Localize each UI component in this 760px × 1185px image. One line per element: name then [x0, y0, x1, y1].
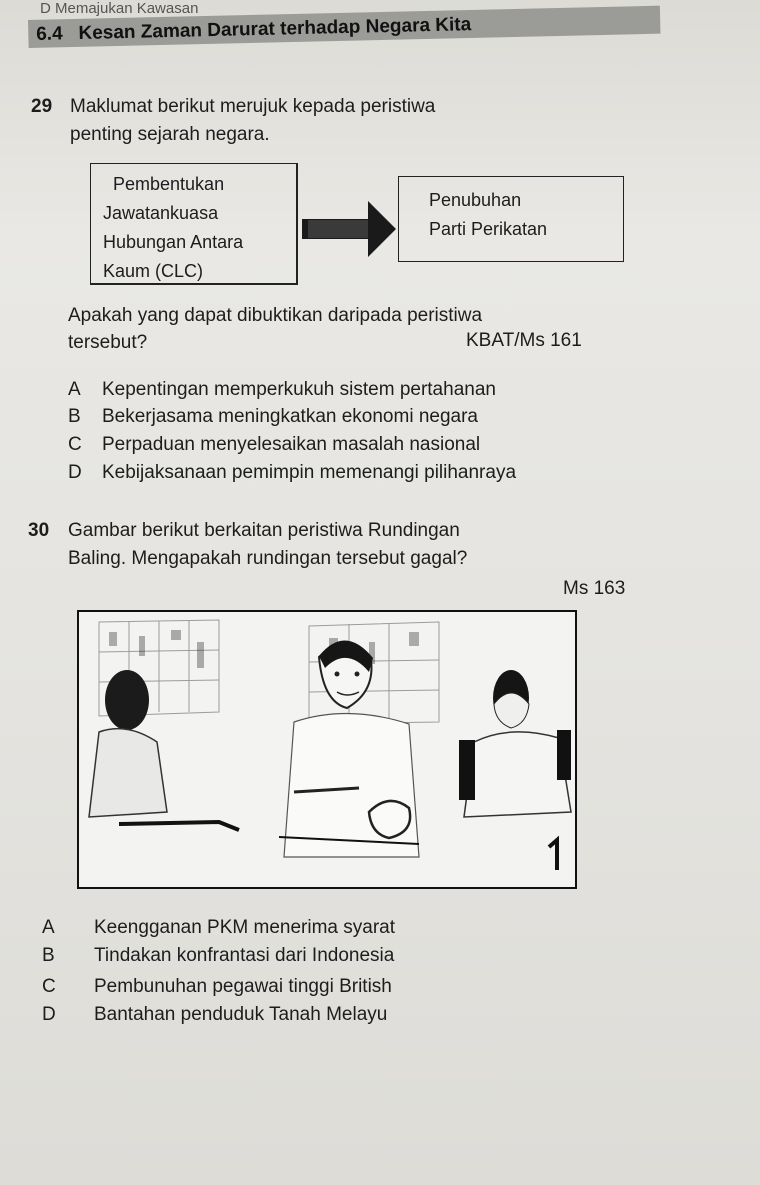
option-text: Pembunuhan pegawai tinggi British: [94, 976, 392, 997]
option-letter: C: [42, 976, 56, 997]
option-text: Bantahan penduduk Tanah Melayu: [94, 1004, 388, 1025]
photo-illustration: [79, 612, 575, 887]
arrow-right-icon: [302, 198, 402, 260]
box-right-line: Parti Perikatan: [429, 219, 548, 239]
q29-number: 29: [31, 96, 53, 117]
section-number: 6.4: [36, 23, 63, 45]
option-letter: C: [68, 434, 82, 455]
q29-option-c[interactable]: [68, 434, 480, 456]
q30-reference: Ms 163: [563, 578, 626, 599]
option-text: Kepentingan memperkukuh sistem pertahanan: [102, 379, 496, 400]
q30-option-c[interactable]: [42, 976, 392, 998]
box-left-line: Jawatankuasa: [103, 203, 219, 223]
option-text: Tindakan konfrantasi dari Indonesia: [94, 945, 395, 966]
option-letter: A: [68, 379, 81, 400]
q30-stem-line1: Gambar berikut berkaitan peristiwa Rundingan: [68, 520, 460, 541]
option-text: Keengganan PKM menerima syarat: [94, 917, 395, 938]
q29-option-d[interactable]: [68, 462, 516, 484]
box-right-line: Penubuhan: [429, 190, 522, 210]
option-letter: B: [68, 406, 81, 427]
box-left-line: Kaum (CLC): [103, 261, 204, 281]
q29-stem-line2: penting sejarah negara.: [70, 124, 270, 145]
q29-reference: KBAT/Ms 161: [466, 330, 582, 351]
baling-talks-photo: [77, 610, 577, 889]
option-text: Kebijaksanaan pemimpin memenangi pilihanraya: [102, 462, 517, 483]
previous-page-fragment: D Memajukan Kawasan: [40, 0, 199, 17]
q29-option-a[interactable]: [68, 379, 496, 401]
option-letter: A: [42, 917, 55, 938]
option-text: Perpaduan menyelesaikan masalah nasional: [102, 434, 481, 455]
box-left-line: Pembentukan: [113, 174, 225, 194]
q29-question-line1: Apakah yang dapat dibuktikan daripada peristiwa: [68, 305, 483, 326]
option-letter: D: [68, 462, 82, 483]
q30-number: 30: [28, 520, 50, 541]
box-left-line: Hubungan Antara: [103, 232, 244, 252]
q29-question-line2: tersebut?: [68, 332, 148, 353]
option-letter: D: [42, 1004, 56, 1025]
q30-stem-line2: Baling. Mengapakah rundingan tersebut gagal?: [68, 548, 468, 569]
q29-stem-line1: Maklumat berikut merujuk kepada peristiwa: [70, 96, 436, 117]
section-title-text: Kesan Zaman Darurat terhadap Negara Kita: [78, 14, 472, 45]
q29-box-left: [90, 163, 298, 285]
q30-option-d[interactable]: [42, 1004, 387, 1026]
option-text: Bekerjasama meningkatkan ekonomi negara: [102, 406, 478, 427]
q29-option-b[interactable]: [68, 406, 478, 428]
q30-option-b[interactable]: [42, 945, 394, 967]
q29-box-right: [398, 176, 624, 262]
q30-option-a[interactable]: [42, 917, 395, 939]
option-letter: B: [42, 945, 55, 966]
